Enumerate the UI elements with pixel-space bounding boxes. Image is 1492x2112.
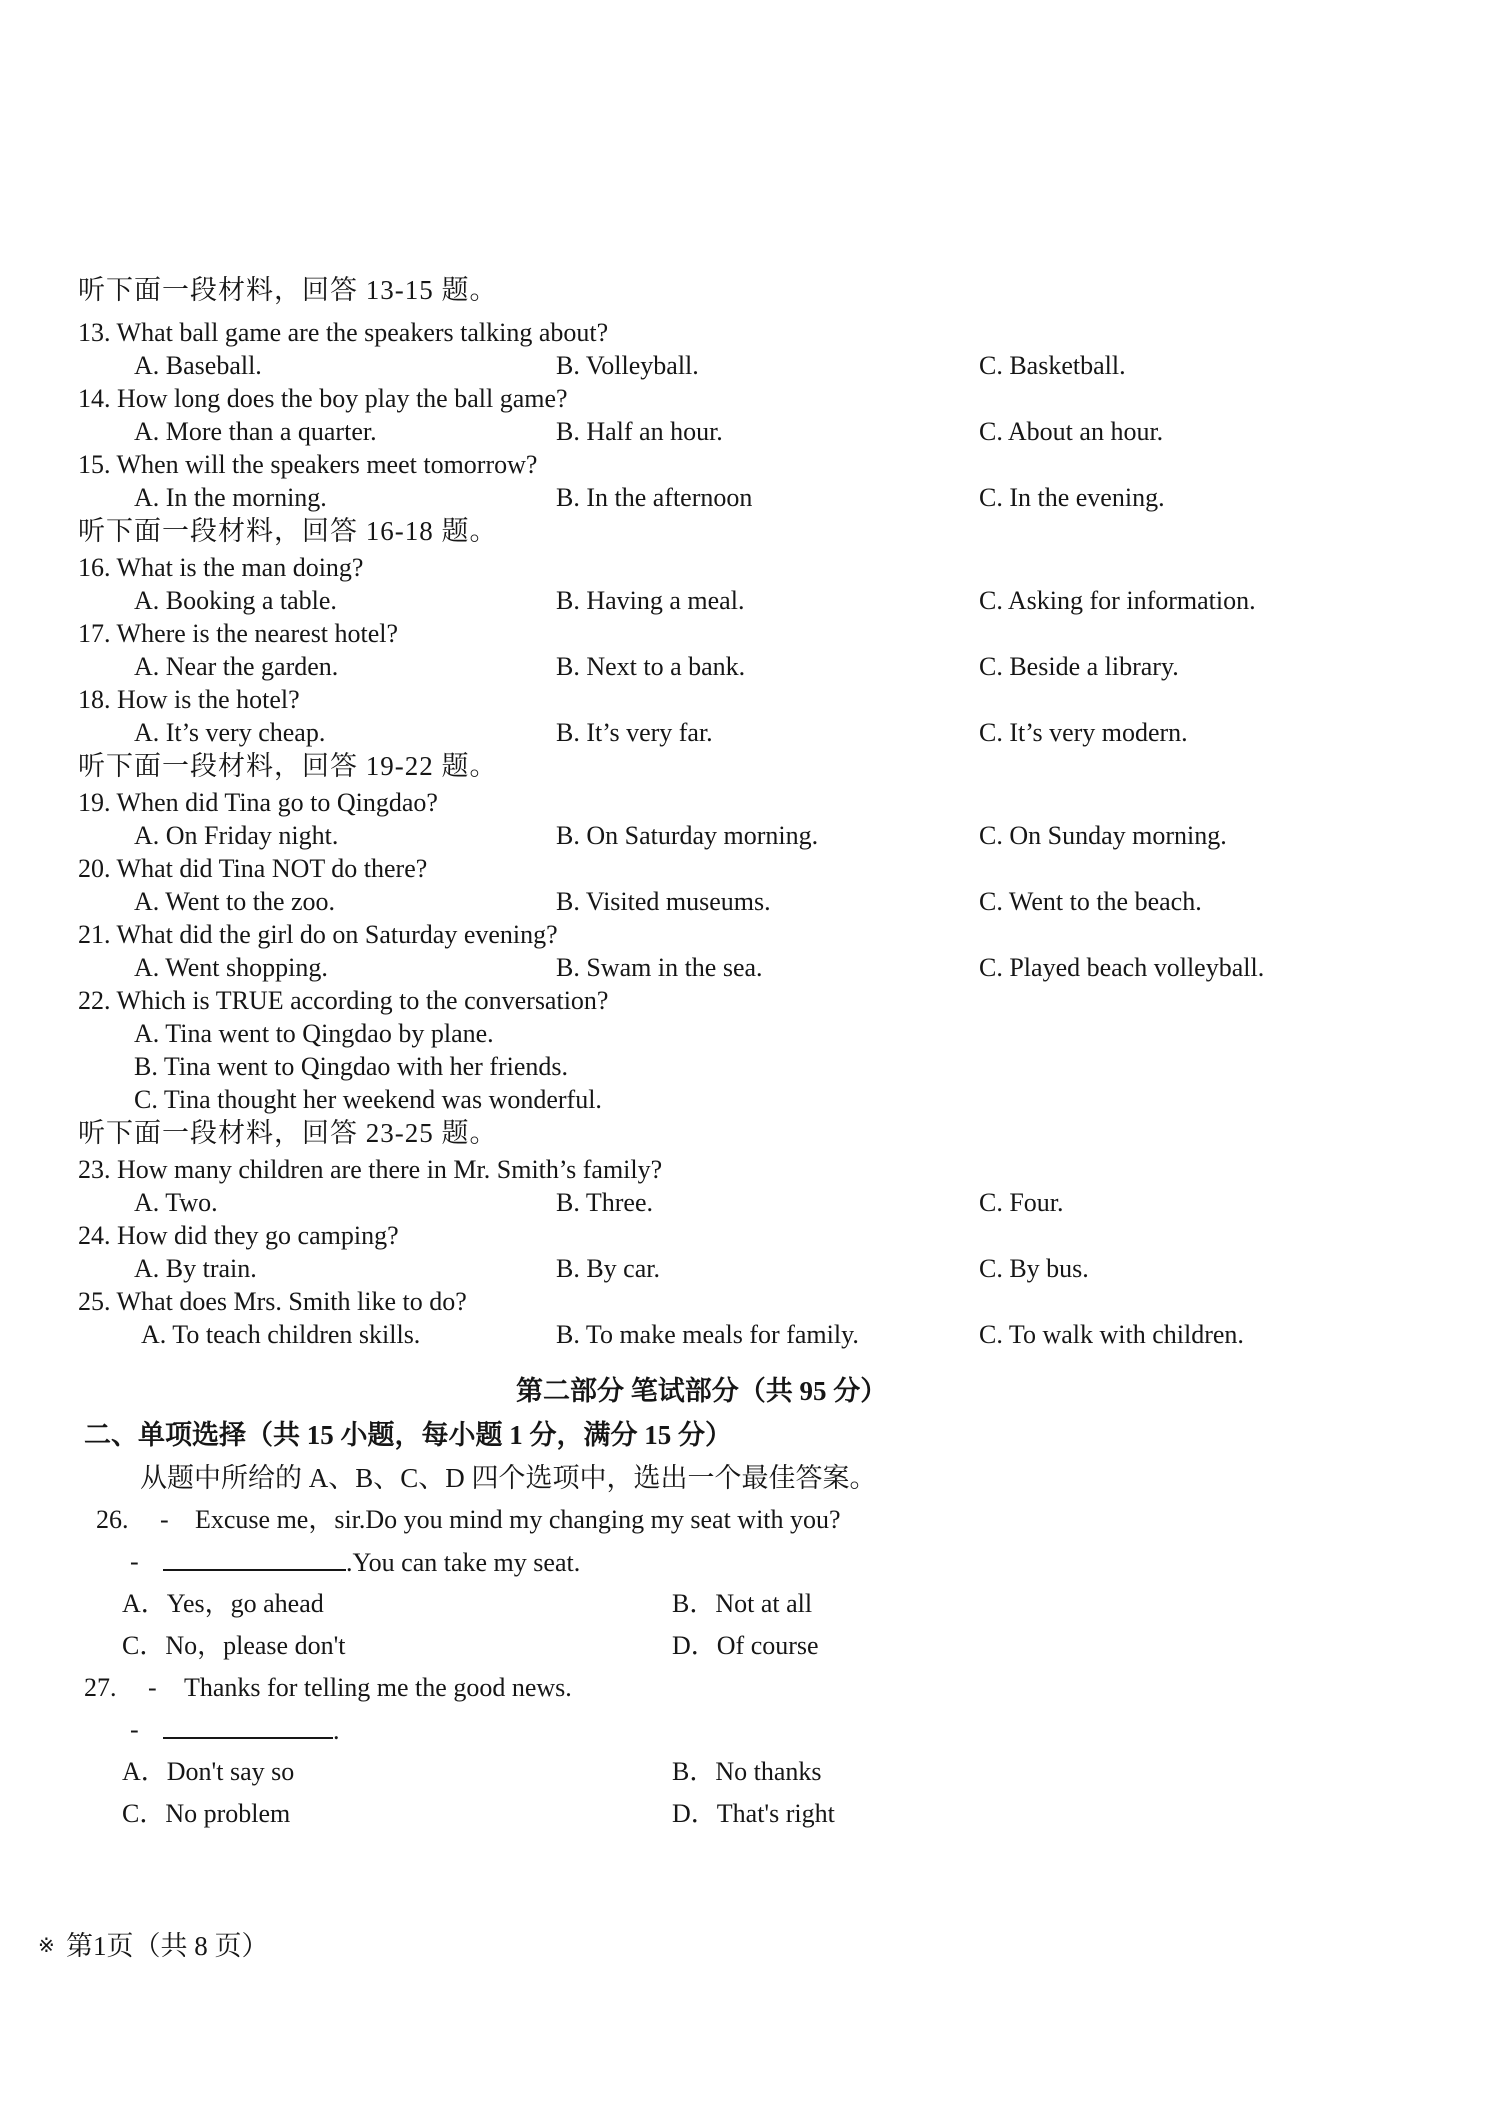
- option-a: A. Tina went to Qingdao by plane.: [134, 1019, 494, 1048]
- question-stem: 17. Where is the nearest hotel?: [78, 619, 399, 648]
- question-stem: 19. When did Tina go to Qingdao?: [78, 788, 438, 817]
- option-c: C．No problem: [122, 1799, 291, 1828]
- option-c: C. It’s very modern.: [979, 718, 1188, 747]
- option-c: C. Four.: [979, 1188, 1064, 1217]
- question-stem: 13. What ball game are the speakers talking about?: [78, 318, 609, 347]
- option-c: C. By bus.: [979, 1254, 1089, 1283]
- option-a: A. Two.: [134, 1188, 218, 1217]
- question-stem: 20. What did Tina NOT do there?: [78, 854, 428, 883]
- option-b: B. To make meals for family.: [556, 1320, 859, 1349]
- question-stem: 15. When will the speakers meet tomorrow?: [78, 450, 538, 479]
- question-stem: 18. How is the hotel?: [78, 685, 300, 714]
- option-c: C. To walk with children.: [979, 1320, 1244, 1349]
- question-number: 27.: [84, 1673, 117, 1702]
- option-b: B．No thanks: [672, 1757, 822, 1786]
- option-a: A. To teach children skills.: [141, 1320, 421, 1349]
- option-a: A. It’s very cheap.: [134, 718, 326, 747]
- section-title: 二、单项选择（共 15 小题，每小题 1 分，满分 15 分）: [84, 1420, 732, 1450]
- option-c: C. Went to the beach.: [979, 887, 1202, 916]
- option-b: B. In the afternoon: [556, 483, 753, 512]
- option-a: A. Baseball.: [134, 351, 262, 380]
- option-b: B. Tina went to Qingdao with her friends.: [134, 1052, 569, 1081]
- question-stem: 23. How many children are there in Mr. Smith’s family?: [78, 1155, 663, 1184]
- dialogue-dash: -: [160, 1505, 169, 1534]
- option-b: B. On Saturday morning.: [556, 821, 819, 850]
- option-d: D．That's right: [672, 1799, 835, 1828]
- option-a: A．Don't say so: [122, 1757, 295, 1786]
- listening-instruction: 听下面一段材料，回答 19-22 题。: [78, 751, 498, 781]
- option-b: B. It’s very far.: [556, 718, 713, 747]
- question-number: 26.: [96, 1505, 129, 1534]
- question-stem-suffix: .: [333, 1716, 340, 1745]
- question-stem: 25. What does Mrs. Smith like to do?: [78, 1287, 467, 1316]
- answer-line: [163, 1545, 580, 1579]
- option-a: A. By train.: [134, 1254, 257, 1283]
- question-stem: Thanks for telling me the good news.: [184, 1673, 572, 1702]
- question-stem: 14. How long does the boy play the ball game?: [78, 384, 568, 413]
- question-stem: 21. What did the girl do on Saturday evening?: [78, 920, 558, 949]
- answer-line: [163, 1713, 340, 1747]
- option-b: B. Swam in the sea.: [556, 953, 763, 982]
- option-c: C. Tina thought her weekend was wonderful.: [134, 1085, 602, 1114]
- option-c: C. Played beach volleyball.: [979, 953, 1265, 982]
- option-c: C. Basketball.: [979, 351, 1126, 380]
- option-c: C．No，please don't: [122, 1631, 346, 1660]
- footer-mark: ※: [38, 1935, 55, 1957]
- option-b: B. Visited museums.: [556, 887, 771, 916]
- option-a: A. Booking a table.: [134, 586, 337, 615]
- option-b: B. Having a meal.: [556, 586, 745, 615]
- part-title: 第二部分 笔试部分（共 95 分）: [516, 1376, 888, 1406]
- option-c: C. Asking for information.: [979, 586, 1256, 615]
- option-a: A. Went shopping.: [134, 953, 328, 982]
- page-number: 第1页（共 8 页）: [66, 1931, 269, 1961]
- option-a: A. In the morning.: [134, 483, 327, 512]
- option-c: C. In the evening.: [979, 483, 1165, 512]
- question-stem: 24. How did they go camping?: [78, 1221, 399, 1250]
- option-b: B. Next to a bank.: [556, 652, 746, 681]
- question-stem: 16. What is the man doing?: [78, 553, 364, 582]
- question-stem: 22. Which is TRUE according to the conversation?: [78, 986, 609, 1015]
- option-a: A. On Friday night.: [134, 821, 339, 850]
- option-d: D．Of course: [672, 1631, 819, 1660]
- listening-instruction: 听下面一段材料，回答 13-15 题。: [78, 275, 498, 305]
- option-a: A. Went to the zoo.: [134, 887, 336, 916]
- option-a: A. More than a quarter.: [134, 417, 377, 446]
- option-a: A. Near the garden.: [134, 652, 339, 681]
- option-c: C. About an hour.: [979, 417, 1164, 446]
- question-stem: Excuse me，sir.Do you mind my changing my seat with you?: [195, 1505, 841, 1534]
- option-a: A．Yes，go ahead: [122, 1589, 324, 1618]
- option-b: B. Three.: [556, 1188, 653, 1217]
- answer-blank: [163, 1713, 333, 1739]
- dialogue-dash: -: [130, 1547, 139, 1576]
- option-b: B. Volleyball.: [556, 351, 699, 380]
- dialogue-dash: -: [130, 1715, 139, 1744]
- option-b: B. By car.: [556, 1254, 660, 1283]
- section-instruction: 从题中所给的 A、B、C、D 四个选项中，选出一个最佳答案。: [140, 1463, 877, 1493]
- option-c: C. On Sunday morning.: [979, 821, 1227, 850]
- listening-instruction: 听下面一段材料，回答 16-18 题。: [78, 516, 498, 546]
- question-stem-suffix: .You can take my seat.: [346, 1548, 581, 1577]
- option-c: C. Beside a library.: [979, 652, 1179, 681]
- answer-blank: [163, 1545, 346, 1571]
- option-b: B．Not at all: [672, 1589, 813, 1618]
- dialogue-dash: -: [148, 1673, 157, 1702]
- listening-instruction: 听下面一段材料，回答 23-25 题。: [78, 1118, 498, 1148]
- option-b: B. Half an hour.: [556, 417, 723, 446]
